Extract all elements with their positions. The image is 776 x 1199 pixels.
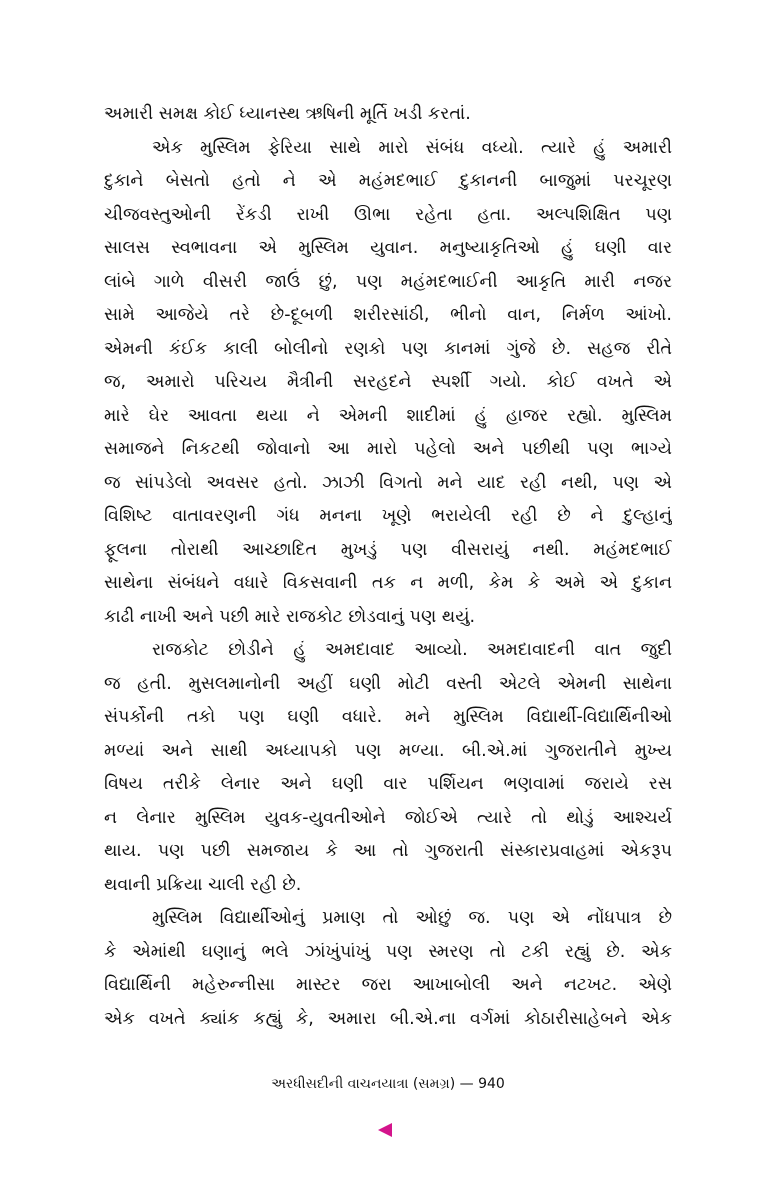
text-line: જ સાંપડેલો અવસર હતો. ઝાઝી વિગતો મને યાદ રહી નથી, પણ એ (104, 472, 672, 493)
text-line: મળ્યાં અને સાથી અધ્યાપકો પણ મળ્યા. બી.એ.માં ગુજરાતીને મુખ્ય (104, 740, 672, 761)
text-line: વિશિષ્ટ વાતાવરણની ગંધ મનના ખૂણે ભરાયેલી રહી છે ને દુલ્હાનું (104, 506, 672, 526)
text-line: વિષય તરીકે લેનાર અને ઘણી વાર પર્શિયન ભણવામાં જરાયે રસ (104, 774, 672, 794)
text-line: કે એમાંથી ઘણાનું ભલે ઝાંખુંપાંખું પણ સ્મરણ તો ટકી રહ્યું છે. એક (104, 941, 672, 962)
text-line: કાઢી નાખી અને પછી મારે રાજકોટ છોડવાનું પણ થયું. (104, 606, 476, 627)
text-line: દુકાને બેસતો હતો ને એ મહંમદભાઈ દુકાનની બાજુમાં પરચૂરણ (104, 171, 672, 191)
text-line: ચીજવસ્તુઓની રેંકડી રાખી ઊભા રહેતા હતા. અલ્પશિક્ષિત પણ (104, 204, 672, 225)
text-line: એક મુસ્લિમ ફેરિયા સાથે મારો સંબંધ વધ્યો. ત્યારે હું અમારી (152, 137, 672, 158)
text-line: સામે આજેયે તરે છે-દૂબળી શરીરસાંઠી, ભીનો વાન, નિર્મળ આંખો. (104, 305, 672, 325)
text-line: ન લેનાર મુસ્લિમ યુવક-યુવતીઓને જોઈએ ત્યારે તો થોડું આશ્ચર્ય (104, 807, 672, 828)
text-line: જ હતી. મુસલમાનોની અહીં ઘણી મોટી વસ્તી એટલે એમની સાથેના (104, 673, 672, 694)
text-line: ફૂલના તોરાથી આચ્છાદિત મુખડું પણ વીસરાયું નથી. મહંમદભાઈ (104, 539, 672, 560)
page-footer: અરધીસદીની વાચનયાત્રા (સમગ્ર) — 940 (271, 1076, 505, 1092)
text-line: સાલસ સ્વભાવના એ મુસ્લિમ યુવાન. મનુષ્યાકૃતિઓ હું ઘણી વાર (104, 238, 672, 258)
page-body (104, 98, 672, 1036)
text-line: રાજકોટ છોડીને હું અમદાવાદ આવ્યો. અમદાવાદની વાત જુદી (152, 640, 672, 660)
text-line: સાથેના સંબંધને વધારે વિકસવાની તક ન મળી, કેમ કે અમે એ દુકાન (104, 573, 672, 593)
text-line: થાય. પણ પછી સમજાય કે આ તો ગુજરાતી સંસ્કારપ્રવાહમાં એકરૂપ (104, 841, 672, 861)
text-line: સમાજને નિકટથી જોવાનો આ મારો પહેલો અને પછીથી પણ ભાગ્યે (104, 439, 672, 459)
text-line: મુસ્લિમ વિદ્યાર્થીઓનું પ્રમાણ તો ઓછું જ. પણ એ નોંધપાત્ર છે (152, 908, 672, 928)
text-line: વિદ્યાર્થિની મહેરુન્નીસા માસ્ટર જરા આખાબોલી અને નટખટ. એણે (104, 975, 672, 995)
text-line: એમની કંઈક કાલી બોલીનો રણકો પણ કાનમાં ગુંજે છે. સહજ રીતે (104, 338, 672, 359)
text-line: મારે ઘેર આવતા થયા ને એમની શાદીમાં હું હાજર રહ્યો. મુસ્લિમ (104, 405, 672, 426)
text-line: લાંબે ગાળે વીસરી જાઉં છું, પણ મહંમદભાઈની આકૃતિ મારી નજર (104, 271, 672, 292)
text-line: જ, અમારો પરિચય મૈત્રીની સરહદને સ્પર્શી ગયો. કોઈ વખતે એ (104, 372, 672, 392)
text-line: થવાની પ્રક્રિયા ચાલી રહી છે. (104, 874, 302, 895)
text-line: સંપર્કોની તકો પણ ઘણી વધારે. મને મુસ્લિમ વિદ્યાર્થી-વિદ્યાર્થિનીઓ (104, 707, 672, 727)
text-line: એક વખતે ક્યાંક કહ્યું કે, અમારા બી.એ.ના વર્ગમાં કોઠારીસાહેબને એક (104, 1008, 672, 1029)
text-line: અમારી સમક્ષ કોઈ ધ્યાનસ્થ ઋષિની મૂર્તિ ખડી કરતાં. (104, 104, 471, 124)
left-triangle-icon[interactable] (378, 1123, 392, 1137)
